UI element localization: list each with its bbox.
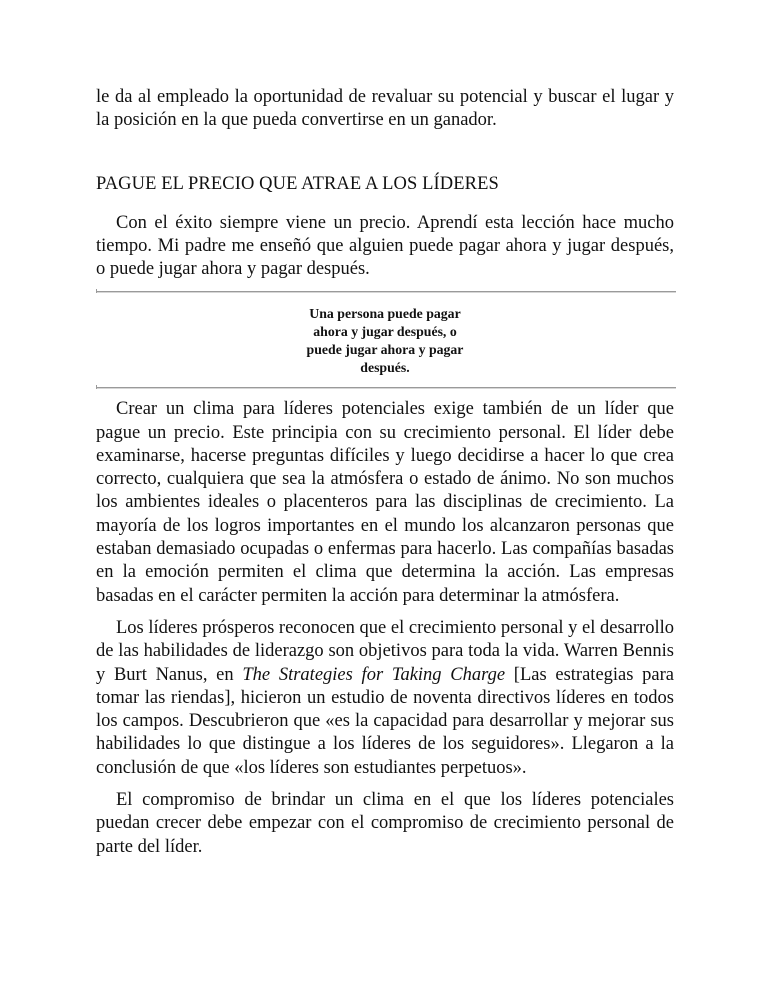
paragraph-climate-for-leaders: Crear un clima para líderes potenciales exige también de un líder que pague un precio. Este principia con su crecimiento personal. El líder debe examinarse, hacerse preguntas difíciles y luego decidirse a hacer lo que crea correcto, cualquiera que sea la atmósfera o estado de ánimo. No son muchos los ambientes ideales o placenteros para las disciplinas de crecimiento. La mayoría de los logros importantes en el mundo los alcanzaron personas que estaban demasiado ocupadas o enfermas para hacerlo. Las compañías basadas en la emoción permiten el clima que determina la acción. Las empresas basadas en el carácter permiten la acción para determinar la atmósfera. [96,399,674,606]
section-heading: PAGUE EL PRECIO QUE ATRAE A LOS LÍDERES [96,173,499,194]
paragraph-continuation: le da al empleado la oportunidad de revaluar su potencial y buscar el lugar y la posición en la que pueda convertirse en un ganador. [96,87,674,131]
paragraph-successful-leaders [96,617,674,780]
paragraph-text-part-2: [Las estrategias para tomar las riendas], hicieron un estudio de noventa directivos líderes en todos los campos. Descubrieron que «es la capacidad para desarrollar y mejorar sus habilidades lo que distingue a los líderes de los seguidores». Llegaron a la conclusión de que «los líderes son estudiantes perpetuos». [96,664,675,778]
book-title: The Strategies for Taking Charge [242,664,506,685]
pull-quote-bottom-rule [96,387,676,388]
paragraph-commitment: El compromiso de brindar un clima en el que los líderes potenciales puedan crecer debe empezar con el compromiso de crecimiento personal de parte del líder. [96,790,674,857]
pull-quote-top-rule [96,291,676,292]
pull-quote [96,291,674,388]
pull-quote-text: Una persona puede pagar ahora y jugar después, o puede jugar ahora y pagar después. [306,306,464,375]
paragraph-price-of-success: Con el éxito siempre viene un precio. Aprendí esta lección hace mucho tiempo. Mi padre me enseñó que alguien puede pagar ahora y jugar después, o puede jugar ahora y pagar después. [96,212,674,280]
book-page [96,86,674,859]
paragraph-text-part-1: Los líderes prósperos reconocen que el crecimiento personal y el desarrollo de las habilidades de liderazgo son objetivos para toda la vida. Warren Bennis y Burt Nanus, en [96,617,674,685]
